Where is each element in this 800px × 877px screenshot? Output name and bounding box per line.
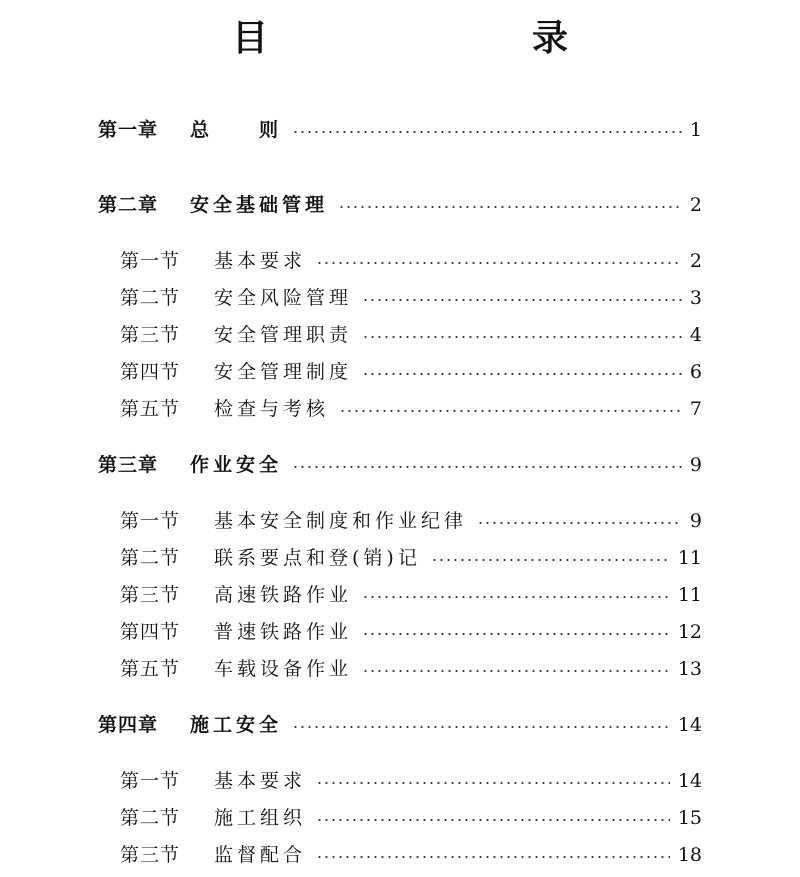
section-number: 第一节	[120, 770, 181, 792]
page-number: 14	[677, 770, 702, 792]
chapter-number: 第三章	[98, 454, 159, 476]
page-number: 18	[677, 844, 702, 866]
page-number: 14	[677, 714, 702, 736]
dot-leader	[316, 819, 670, 821]
toc-section-4-2[interactable]	[0, 803, 800, 833]
section-title: 基本要求	[214, 770, 307, 792]
dot-leader	[431, 559, 670, 561]
section-number: 第三节	[120, 324, 181, 346]
section-number: 第四节	[120, 361, 181, 383]
toc-section-2-5[interactable]	[0, 394, 800, 424]
page-number: 3	[689, 287, 702, 309]
section-number: 第四节	[120, 621, 181, 643]
page-number: 12	[677, 621, 702, 643]
section-title: 基本安全制度和作业纪律	[214, 510, 468, 532]
chapter-title: 总 则	[190, 119, 283, 141]
toc-section-4-1[interactable]	[0, 766, 800, 796]
toc-chapter-1[interactable]	[0, 115, 800, 145]
chapter-title: 安全基础管理	[190, 194, 329, 216]
dot-leader	[362, 373, 682, 375]
toc-section-3-1[interactable]	[0, 506, 800, 536]
section-title: 联系要点和登(销)记	[214, 547, 421, 569]
page-title: 目 录	[231, 18, 632, 59]
page-number: 2	[689, 194, 702, 216]
chapter-number: 第一章	[98, 119, 159, 141]
toc-section-4-3[interactable]	[0, 840, 800, 870]
toc-section-2-1[interactable]	[0, 246, 800, 276]
section-number: 第二节	[120, 287, 181, 309]
section-number: 第二节	[120, 807, 181, 829]
toc-chapter-3[interactable]	[0, 450, 800, 480]
toc-section-2-2[interactable]	[0, 283, 800, 313]
dot-leader	[477, 522, 682, 524]
page-number: 11	[677, 547, 702, 569]
chapter-title: 施工安全	[190, 714, 283, 736]
section-title: 监督配合	[214, 844, 307, 866]
page-number: 11	[677, 584, 702, 606]
section-number: 第五节	[120, 398, 181, 420]
section-title: 安全风险管理	[214, 287, 353, 309]
toc-section-2-3[interactable]	[0, 320, 800, 350]
page-number: 9	[689, 454, 702, 476]
section-number: 第三节	[120, 844, 181, 866]
dot-leader	[338, 206, 682, 208]
toc-section-3-5[interactable]	[0, 654, 800, 684]
dot-leader	[339, 410, 682, 412]
page-number: 9	[689, 510, 702, 532]
page-number: 4	[689, 324, 702, 346]
page-number: 15	[677, 807, 702, 829]
section-title: 高速铁路作业	[214, 584, 353, 606]
toc-chapter-4[interactable]	[0, 710, 800, 740]
dot-leader	[316, 856, 670, 858]
page-number: 2	[689, 250, 702, 272]
section-number: 第一节	[120, 250, 181, 272]
section-title: 车载设备作业	[214, 658, 353, 680]
section-title: 普速铁路作业	[214, 621, 353, 643]
toc-section-2-4[interactable]	[0, 357, 800, 387]
dot-leader	[362, 596, 670, 598]
section-number: 第一节	[120, 510, 181, 532]
section-title: 基本要求	[214, 250, 307, 272]
dot-leader	[362, 670, 670, 672]
chapter-title: 作业安全	[190, 454, 283, 476]
dot-leader	[362, 336, 682, 338]
section-title: 安全管理制度	[214, 361, 353, 383]
dot-leader	[362, 299, 682, 301]
page-number: 13	[677, 658, 702, 680]
section-number: 第三节	[120, 584, 181, 606]
dot-leader	[292, 131, 682, 133]
chapter-number: 第四章	[98, 714, 159, 736]
dot-leader	[316, 782, 670, 784]
toc-section-3-3[interactable]	[0, 580, 800, 610]
page-number: 7	[689, 398, 702, 420]
dot-leader	[292, 466, 682, 468]
toc-chapter-2[interactable]	[0, 190, 800, 220]
page-number: 6	[689, 361, 702, 383]
chapter-number: 第二章	[98, 194, 159, 216]
toc-section-3-4[interactable]	[0, 617, 800, 647]
section-number: 第五节	[120, 658, 181, 680]
section-title: 施工组织	[214, 807, 307, 829]
section-title: 安全管理职责	[214, 324, 353, 346]
dot-leader	[292, 726, 670, 728]
dot-leader	[362, 633, 670, 635]
section-number: 第二节	[120, 547, 181, 569]
section-title: 检查与考核	[214, 398, 330, 420]
toc-section-3-2[interactable]	[0, 543, 800, 573]
dot-leader	[316, 262, 682, 264]
page-number: 1	[689, 119, 702, 141]
